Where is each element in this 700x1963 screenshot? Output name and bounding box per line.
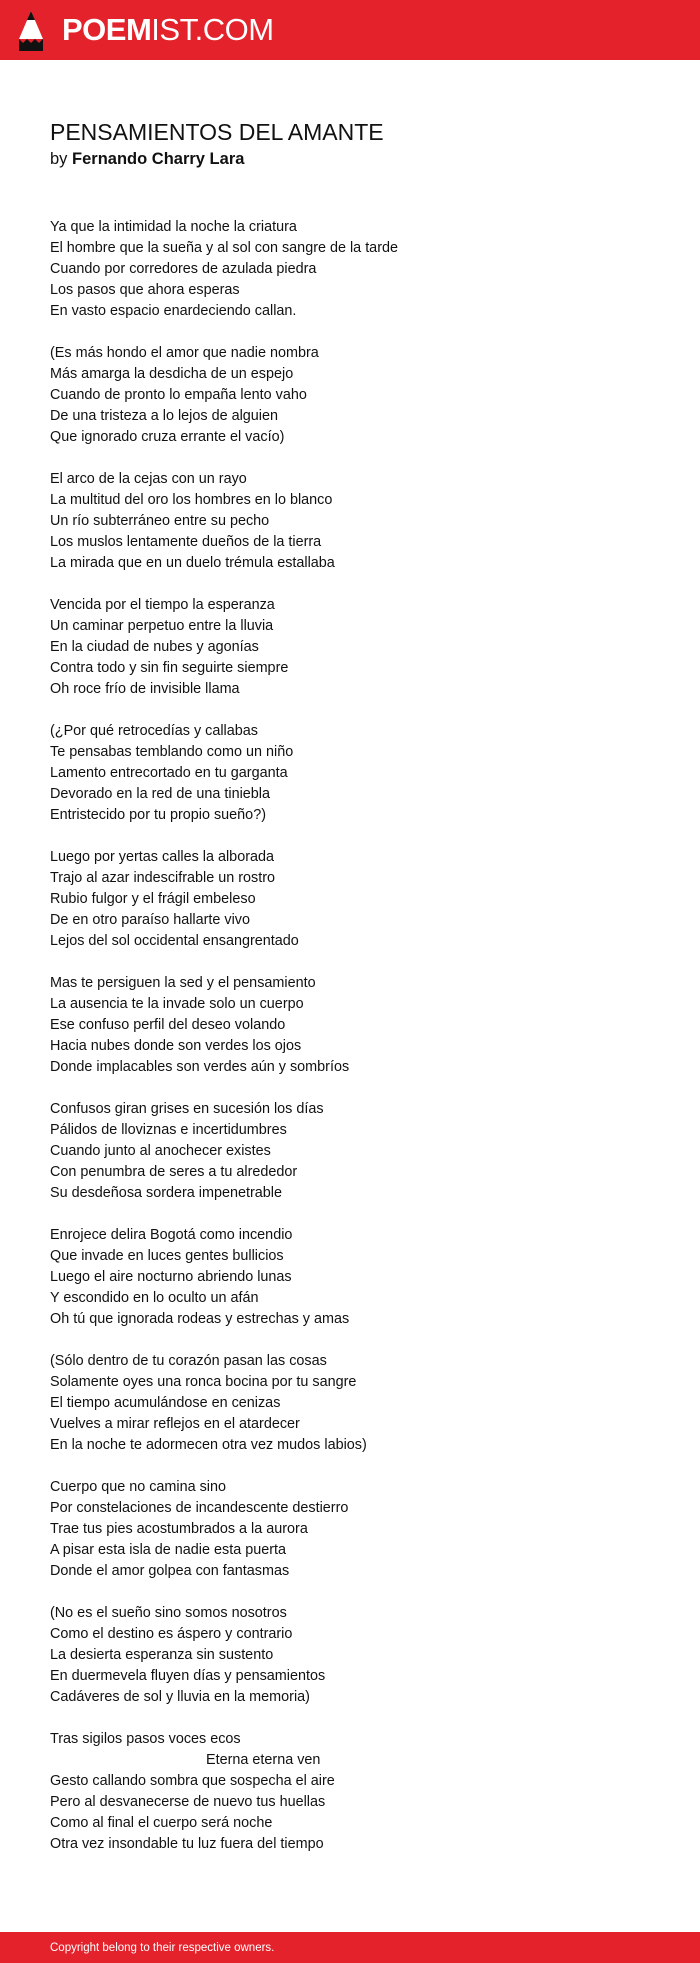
poem-line: En vasto espacio enardeciendo callan.: [50, 303, 297, 319]
poem-line: De en otro paraíso hallarte vivo: [50, 912, 250, 928]
stanza: [50, 217, 650, 322]
poem-line: Con penumbra de seres a tu alrededor: [50, 1164, 298, 1180]
site-logo[interactable]: [62, 11, 274, 49]
poem-line: Confusos giran grises en sucesión los días: [50, 1101, 324, 1117]
poem-line: Luego por yertas calles la alborada: [50, 849, 274, 865]
poem-line: Contra todo y sin fin seguirte siempre: [50, 660, 289, 676]
poem-line: Por constelaciones de incandescente destierro: [50, 1500, 349, 1516]
stanza: [50, 469, 650, 574]
stanza: [50, 343, 650, 448]
poem-line: Entristecido por tu propio sueño?): [50, 807, 266, 823]
author-name: Fernando Charry Lara: [72, 150, 245, 168]
poem-line: La ausencia te la invade solo un cuerpo: [50, 996, 304, 1012]
logo-text-light: IST.COM: [151, 12, 274, 47]
poem-line: En la ciudad de nubes y agonías: [50, 639, 259, 655]
poem-line: Cuando de pronto lo empaña lento vaho: [50, 387, 307, 403]
stanza: [50, 595, 650, 700]
poem-line: A pisar esta isla de nadie esta puerta: [50, 1542, 286, 1558]
stanza: [50, 1351, 650, 1456]
poem-line: Un caminar perpetuo entre la lluvia: [50, 618, 274, 634]
poem-line-indented: Eterna eterna ven: [206, 1752, 321, 1768]
poem-line: Gesto callando sombra que sospecha el aire: [50, 1773, 335, 1789]
poem-line: El arco de la cejas con un rayo: [50, 471, 247, 487]
poem-line: El hombre que la sueña y al sol con sangre de la tarde: [50, 240, 398, 256]
poem-line: (Es más hondo el amor que nadie nombra: [50, 345, 319, 361]
poem-line: Como el destino es áspero y contrario: [50, 1626, 293, 1642]
poem-line: Otra vez insondable tu luz fuera del tiempo: [50, 1836, 324, 1852]
stanza: [50, 721, 650, 826]
poem-line: Pálidos de lloviznas e incertidumbres: [50, 1122, 287, 1138]
poem-line: Donde el amor golpea con fantasmas: [50, 1563, 290, 1579]
poem-line: (No es el sueño sino somos nosotros: [50, 1605, 287, 1621]
poem-line: Te pensabas temblando como un niño: [50, 744, 294, 760]
poem-line: Como al final el cuerpo será noche: [50, 1815, 273, 1831]
poem-line: Vencida por el tiempo la esperanza: [50, 597, 275, 613]
poem-line: Los pasos que ahora esperas: [50, 282, 240, 298]
poem-line: Enrojece delira Bogotá como incendio: [50, 1227, 293, 1243]
poem-line: Ese confuso perfil del deseo volando: [50, 1017, 286, 1033]
poem-line: Hacia nubes donde son verdes los ojos: [50, 1038, 302, 1054]
poem-line: Un río subterráneo entre su pecho: [50, 513, 270, 529]
poem-line: Más amarga la desdicha de un espejo: [50, 366, 294, 382]
stanza: [50, 1225, 650, 1330]
poem-line: Que invade en luces gentes bullicios: [50, 1248, 284, 1264]
poem-line: Los muslos lentamente dueños de la tierra: [50, 534, 322, 550]
poem-line: Luego el aire nocturno abriendo lunas: [50, 1269, 292, 1285]
poem-line: Tras sigilos pasos voces ecos: [50, 1731, 241, 1747]
poem-line: Devorado en la red de una tiniebla: [50, 786, 271, 802]
byline: [50, 147, 244, 171]
poem-line: La mirada que en un duelo trémula estallaba: [50, 555, 335, 571]
poem-line: Lamento entrecortado en tu garganta: [50, 765, 288, 781]
poem-line: Que ignorado cruza errante el vacío): [50, 429, 285, 445]
poem-title: PENSAMIENTOS DEL AMANTE: [50, 119, 384, 145]
final-stanza: [50, 1729, 650, 1855]
poem-line: Vuelves a mirar reflejos en el atardecer: [50, 1416, 300, 1432]
pencil-tip-icon[interactable]: [18, 9, 44, 53]
poem-line: Solamente oyes una ronca bocina por tu sangre: [50, 1374, 357, 1390]
poem-line: En la noche te adormecen otra vez mudos labios): [50, 1437, 367, 1453]
poem-line: Donde implacables son verdes aún y sombríos: [50, 1059, 350, 1075]
poem-line: (Sólo dentro de tu corazón pasan las cosas: [50, 1353, 327, 1369]
poem-line: Cuando junto al anochecer existes: [50, 1143, 271, 1159]
poem-line: En duermevela fluyen días y pensamientos: [50, 1668, 326, 1684]
poem-line: (¿Por qué retrocedías y callabas: [50, 723, 258, 739]
site-footer: [0, 1932, 700, 1963]
stanza: [50, 847, 650, 952]
poem-line: Cuerpo que no camina sino: [50, 1479, 226, 1495]
poem-line: Cadáveres de sol y lluvia en la memoria): [50, 1689, 310, 1705]
poem-line: La desierta esperanza sin sustento: [50, 1647, 274, 1663]
poem-line: Cuando por corredores de azulada piedra: [50, 261, 317, 277]
poem-line: Mas te persiguen la sed y el pensamiento: [50, 975, 316, 991]
poem-line: Y escondido en lo oculto un afán: [50, 1290, 259, 1306]
poem-line: Trae tus pies acostumbrados a la aurora: [50, 1521, 308, 1537]
stanza: [50, 1099, 650, 1204]
poem-line: El tiempo acumulándose en cenizas: [50, 1395, 281, 1411]
stanza: [50, 1477, 650, 1582]
copyright-notice: Copyright belong to their respective owners.: [50, 1942, 275, 1954]
poem-line: De una tristeza a lo lejos de alguien: [50, 408, 278, 424]
poem-line: Rubio fulgor y el frágil embeleso: [50, 891, 256, 907]
poem-line: Su desdeñosa sordera impenetrable: [50, 1185, 282, 1201]
poem-line: Lejos del sol occidental ensangrentado: [50, 933, 299, 949]
poem-body: [50, 217, 650, 1876]
stanza: [50, 1603, 650, 1708]
poem-line: Ya que la intimidad la noche la criatura: [50, 219, 297, 235]
site-header: [0, 0, 700, 60]
poem-line: Trajo al azar indescifrable un rostro: [50, 870, 276, 886]
poem-line: Oh tú que ignorada rodeas y estrechas y amas: [50, 1311, 350, 1327]
logo-text-bold: POEM: [62, 12, 152, 47]
poem-line: Oh roce frío de invisible llama: [50, 681, 240, 697]
poem-line: La multitud del oro los hombres en lo blanco: [50, 492, 333, 508]
by-label: by: [50, 150, 68, 168]
stanza: [50, 973, 650, 1078]
poem-line: Pero al desvanecerse de nuevo tus huellas: [50, 1794, 326, 1810]
